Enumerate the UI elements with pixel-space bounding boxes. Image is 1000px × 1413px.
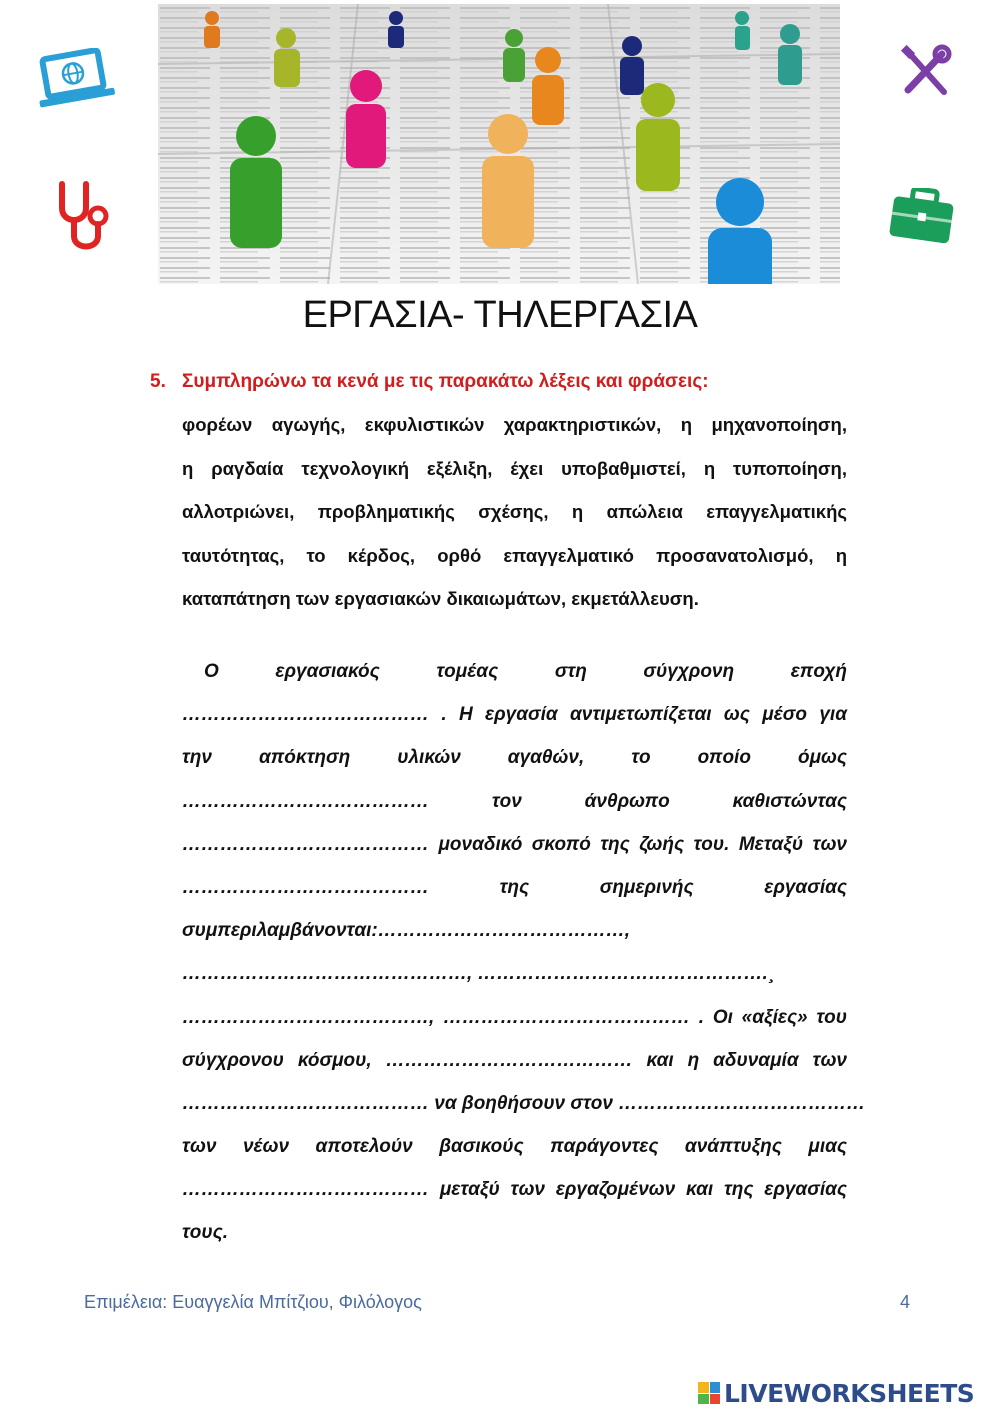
passage-line: την απόκτηση υλικών αγαθών, το οποίο όμως [182,747,847,769]
word-bank-line: αλλοτριώνει, προβληματικής σχέσης, η απώλεια επαγγελματικής [182,501,847,522]
passage-line[interactable]: σύγχρονου κόσμου, ………………………………… και η αδυναμία των [182,1049,847,1071]
word-bank-line: ταυτότητας, το κέρδος, ορθό επαγγελματικό προσανατολισμό, η [182,544,847,566]
figure-orange-small [204,11,220,48]
exercise-instruction-text: Συμπληρώνω τα κενά με τις παρακάτω λέξεις και φράσεις: [182,371,709,392]
stethoscope-icon [52,180,116,261]
brand-name: LIVEWORKSHEETS [724,1378,975,1408]
wrench-screwdriver-icon [898,44,954,105]
passage-line[interactable]: ………………………………… . Η εργασία αντιμετωπίζεται ως μέσο για [182,704,847,726]
exercise-number: 5. [150,371,166,392]
word-bank [182,403,847,621]
figure-orange [532,47,564,125]
exercise-instruction [150,371,850,393]
passage-line: Ο εργασιακός τομέας στη σύγχρονη εποχή [204,661,847,682]
newspaper-people-illustration [158,4,840,284]
passage-line[interactable]: συμπεριλαμβάνονται:…………………………………, [182,920,630,942]
passage-line[interactable]: ………………………………… τον άνθρωπο καθιστώντας [182,790,847,812]
figure-navy-small [388,11,404,48]
passage-line[interactable]: ………………………………… μεταξύ των εργαζομένων και της εργασίας [182,1179,847,1201]
briefcase-icon [888,188,958,249]
passage-line[interactable]: ………………………………… να βοηθήσουν στον ………………………………… [182,1092,866,1114]
passage-line: τους. [182,1222,228,1244]
figure-lime [636,83,680,191]
page-title: ΕΡΓΑΣΙΑ- ΤΗΛΕΡΓΑΣΙΑ [302,294,698,336]
word-bank-line: φορέων αγωγής, εκφυλιστικών χαρακτηριστικών, η μηχανοποίηση, [182,414,847,435]
passage-line[interactable]: …………………………………, ………………………………… . Οι «αξίες» του [182,1006,847,1028]
figure-green-mid [503,29,525,82]
figure-teal [778,24,802,85]
header-banner-image [158,4,840,284]
figure-teal-small [735,11,750,50]
figure-green-large [230,116,282,248]
passage-line: των νέων αποτελούν βασικούς παράγοντες ανάπτυξης μιας [182,1136,847,1158]
passage-line[interactable]: ………………………………… της σημερινής εργασίας [182,876,847,898]
liveworksheets-logo[interactable] [698,1378,974,1408]
page-number: 4 [900,1292,911,1312]
laptop-globe-icon [34,48,118,115]
passage-line[interactable]: ………………………………… μοναδικό σκοπό της ζωής του. Μεταξύ των [182,833,847,855]
figure-pink [346,70,386,168]
passage-line[interactable]: ………………………………………, ……………………………………….¸ [182,963,775,985]
liveworksheets-logo-icon [698,1382,720,1404]
figure-navy [620,36,644,95]
word-bank-line: καταπάτηση των εργασιακών δικαιωμάτων, εκμετάλλευση. [182,588,699,609]
figure-blue [708,178,772,284]
fill-in-passage [182,650,866,1255]
word-bank-line: η ραγδαία τεχνολογική εξέλιξη, έχει υποβαθμιστεί, η τυποποίηση, [182,457,847,479]
figure-peach [482,114,534,248]
footer-credit: Επιμέλεια: Ευαγγελία Μπίτζιου, Φιλόλογος [84,1292,422,1312]
